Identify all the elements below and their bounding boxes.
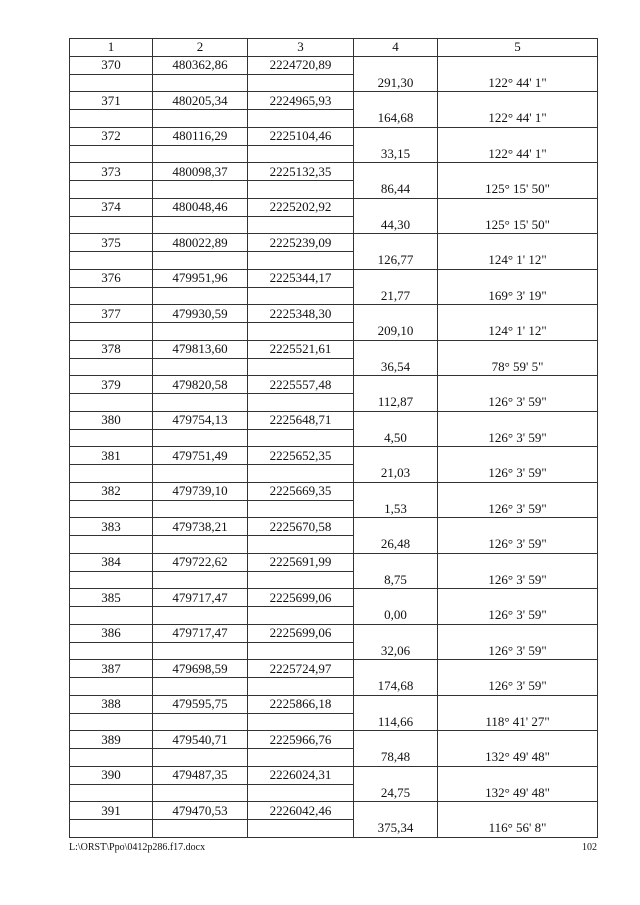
point-row (70, 234, 598, 252)
empty-cell (438, 340, 598, 358)
point-row (70, 127, 598, 145)
x-coordinate-cell: 479470,53 (153, 802, 248, 820)
empty-cell (354, 518, 438, 536)
empty-cell (438, 553, 598, 571)
segment-row (70, 74, 598, 92)
empty-cell (438, 376, 598, 394)
empty-cell (153, 110, 248, 128)
y-coordinate-cell: 2225670,58 (248, 518, 354, 536)
x-coordinate-cell: 479722,62 (153, 553, 248, 571)
x-coordinate-cell: 479751,49 (153, 447, 248, 465)
point-number-cell: 384 (70, 553, 153, 571)
angle-cell: 126° 3' 59" (438, 642, 598, 660)
empty-cell (248, 500, 354, 518)
empty-cell (438, 766, 598, 784)
coordinates-table (69, 38, 598, 838)
y-coordinate-cell: 2225966,76 (248, 731, 354, 749)
empty-cell (354, 589, 438, 607)
point-number-cell: 382 (70, 482, 153, 500)
empty-cell (248, 181, 354, 199)
segment-row (70, 642, 598, 660)
segment-row (70, 358, 598, 376)
empty-cell (70, 287, 153, 305)
point-row (70, 802, 598, 820)
distance-cell: 375,34 (354, 820, 438, 838)
distance-cell: 21,77 (354, 287, 438, 305)
y-coordinate-cell: 2225104,46 (248, 127, 354, 145)
empty-cell (438, 482, 598, 500)
x-coordinate-cell: 479951,96 (153, 269, 248, 287)
point-row (70, 766, 598, 784)
x-coordinate-cell: 479487,35 (153, 766, 248, 784)
empty-cell (153, 323, 248, 341)
empty-cell (248, 145, 354, 163)
empty-cell (248, 429, 354, 447)
angle-cell: 122° 44' 1" (438, 110, 598, 128)
angle-cell: 126° 3' 59" (438, 394, 598, 412)
empty-cell (354, 376, 438, 394)
footer-file-path: L:\ORST\Ppo\0412p286.f17.docx (69, 842, 206, 853)
empty-cell (70, 571, 153, 589)
empty-cell (438, 269, 598, 287)
empty-cell (70, 394, 153, 412)
empty-cell (70, 181, 153, 199)
distance-cell: 174,68 (354, 678, 438, 696)
empty-cell (438, 660, 598, 678)
empty-cell (354, 660, 438, 678)
point-number-cell: 371 (70, 92, 153, 110)
y-coordinate-cell: 2225724,97 (248, 660, 354, 678)
point-number-cell: 381 (70, 447, 153, 465)
empty-cell (354, 695, 438, 713)
segment-row (70, 323, 598, 341)
point-number-cell: 380 (70, 411, 153, 429)
segment-row (70, 216, 598, 234)
empty-cell (354, 305, 438, 323)
empty-cell (70, 110, 153, 128)
y-coordinate-cell: 2226042,46 (248, 802, 354, 820)
distance-cell: 114,66 (354, 713, 438, 731)
x-coordinate-cell: 479540,71 (153, 731, 248, 749)
segment-row (70, 465, 598, 483)
empty-cell (438, 731, 598, 749)
distance-cell: 33,15 (354, 145, 438, 163)
segment-row (70, 536, 598, 554)
empty-cell (248, 287, 354, 305)
empty-cell (153, 678, 248, 696)
segment-row (70, 571, 598, 589)
x-coordinate-cell: 480205,34 (153, 92, 248, 110)
empty-cell (153, 465, 248, 483)
header-cell-5: 5 (438, 39, 598, 57)
distance-cell: 164,68 (354, 110, 438, 128)
y-coordinate-cell: 2225557,48 (248, 376, 354, 394)
segment-row (70, 394, 598, 412)
empty-cell (354, 198, 438, 216)
distance-cell: 24,75 (354, 784, 438, 802)
empty-cell (438, 695, 598, 713)
segment-row (70, 784, 598, 802)
header-cell-2: 2 (153, 39, 248, 57)
segment-row (70, 678, 598, 696)
angle-cell: 124° 1' 12" (438, 252, 598, 270)
distance-cell: 44,30 (354, 216, 438, 234)
point-row (70, 305, 598, 323)
point-number-cell: 387 (70, 660, 153, 678)
empty-cell (153, 642, 248, 660)
empty-cell (354, 802, 438, 820)
empty-cell (354, 269, 438, 287)
footer-page-number: 102 (582, 842, 597, 853)
empty-cell (438, 411, 598, 429)
point-row (70, 92, 598, 110)
empty-cell (153, 571, 248, 589)
empty-cell (70, 252, 153, 270)
x-coordinate-cell: 479717,47 (153, 589, 248, 607)
empty-cell (438, 234, 598, 252)
point-row (70, 376, 598, 394)
empty-cell (70, 749, 153, 767)
empty-cell (248, 394, 354, 412)
empty-cell (153, 74, 248, 92)
empty-cell (70, 713, 153, 731)
y-coordinate-cell: 2225239,09 (248, 234, 354, 252)
empty-cell (438, 163, 598, 181)
empty-cell (438, 127, 598, 145)
point-row (70, 269, 598, 287)
empty-cell (153, 216, 248, 234)
point-number-cell: 378 (70, 340, 153, 358)
x-coordinate-cell: 480022,89 (153, 234, 248, 252)
distance-cell: 8,75 (354, 571, 438, 589)
point-row (70, 624, 598, 642)
angle-cell: 124° 1' 12" (438, 323, 598, 341)
empty-cell (153, 358, 248, 376)
segment-row (70, 429, 598, 447)
angle-cell: 118° 41' 27" (438, 713, 598, 731)
point-number-cell: 390 (70, 766, 153, 784)
point-number-cell: 373 (70, 163, 153, 181)
empty-cell (70, 465, 153, 483)
empty-cell (354, 340, 438, 358)
point-number-cell: 376 (70, 269, 153, 287)
angle-cell: 126° 3' 59" (438, 536, 598, 554)
empty-cell (354, 624, 438, 642)
empty-cell (248, 252, 354, 270)
segment-row (70, 181, 598, 199)
empty-cell (354, 163, 438, 181)
point-row (70, 518, 598, 536)
empty-cell (153, 429, 248, 447)
point-number-cell: 372 (70, 127, 153, 145)
empty-cell (153, 500, 248, 518)
segment-row (70, 820, 598, 838)
point-row (70, 553, 598, 571)
empty-cell (248, 74, 354, 92)
empty-cell (70, 500, 153, 518)
point-number-cell: 391 (70, 802, 153, 820)
point-number-cell: 377 (70, 305, 153, 323)
empty-cell (70, 358, 153, 376)
empty-cell (438, 92, 598, 110)
segment-row (70, 287, 598, 305)
angle-cell: 126° 3' 59" (438, 465, 598, 483)
point-number-cell: 386 (70, 624, 153, 642)
empty-cell (248, 749, 354, 767)
empty-cell (248, 216, 354, 234)
angle-cell: 116° 56' 8" (438, 820, 598, 838)
point-row (70, 731, 598, 749)
empty-cell (354, 92, 438, 110)
empty-cell (354, 766, 438, 784)
point-number-cell: 388 (70, 695, 153, 713)
segment-row (70, 749, 598, 767)
empty-cell (354, 234, 438, 252)
empty-cell (153, 784, 248, 802)
angle-cell: 132° 49' 48" (438, 784, 598, 802)
angle-cell: 125° 15' 50" (438, 216, 598, 234)
empty-cell (70, 784, 153, 802)
y-coordinate-cell: 2225691,99 (248, 553, 354, 571)
y-coordinate-cell: 2225648,71 (248, 411, 354, 429)
empty-cell (354, 731, 438, 749)
distance-cell: 26,48 (354, 536, 438, 554)
empty-cell (354, 482, 438, 500)
empty-cell (153, 607, 248, 625)
empty-cell (354, 447, 438, 465)
x-coordinate-cell: 480098,37 (153, 163, 248, 181)
empty-cell (153, 713, 248, 731)
distance-cell: 32,06 (354, 642, 438, 660)
empty-cell (248, 642, 354, 660)
empty-cell (354, 553, 438, 571)
empty-cell (438, 802, 598, 820)
empty-cell (70, 74, 153, 92)
empty-cell (248, 713, 354, 731)
empty-cell (153, 394, 248, 412)
empty-cell (70, 145, 153, 163)
y-coordinate-cell: 2225866,18 (248, 695, 354, 713)
distance-cell: 86,44 (354, 181, 438, 199)
y-coordinate-cell: 2225669,35 (248, 482, 354, 500)
empty-cell (438, 198, 598, 216)
y-coordinate-cell: 2225202,92 (248, 198, 354, 216)
header-cell-4: 4 (354, 39, 438, 57)
point-number-cell: 385 (70, 589, 153, 607)
empty-cell (70, 678, 153, 696)
distance-cell: 1,53 (354, 500, 438, 518)
empty-cell (354, 411, 438, 429)
distance-cell: 0,00 (354, 607, 438, 625)
distance-cell: 209,10 (354, 323, 438, 341)
empty-cell (153, 287, 248, 305)
empty-cell (248, 358, 354, 376)
segment-row (70, 607, 598, 625)
empty-cell (248, 607, 354, 625)
empty-cell (248, 820, 354, 838)
segment-row (70, 500, 598, 518)
header-row (70, 39, 598, 57)
empty-cell (153, 536, 248, 554)
empty-cell (153, 252, 248, 270)
empty-cell (70, 429, 153, 447)
x-coordinate-cell: 479754,13 (153, 411, 248, 429)
angle-cell: 132° 49' 48" (438, 749, 598, 767)
empty-cell (354, 56, 438, 74)
empty-cell (70, 607, 153, 625)
empty-cell (70, 536, 153, 554)
x-coordinate-cell: 479717,47 (153, 624, 248, 642)
point-row (70, 589, 598, 607)
x-coordinate-cell: 479698,59 (153, 660, 248, 678)
y-coordinate-cell: 2224965,93 (248, 92, 354, 110)
empty-cell (70, 323, 153, 341)
x-coordinate-cell: 479595,75 (153, 695, 248, 713)
empty-cell (438, 518, 598, 536)
header-cell-3: 3 (248, 39, 354, 57)
empty-cell (248, 465, 354, 483)
y-coordinate-cell: 2225652,35 (248, 447, 354, 465)
empty-cell (354, 127, 438, 145)
distance-cell: 291,30 (354, 74, 438, 92)
angle-cell: 78° 59' 5" (438, 358, 598, 376)
header-cell-1: 1 (70, 39, 153, 57)
angle-cell: 125° 15' 50" (438, 181, 598, 199)
angle-cell: 122° 44' 1" (438, 74, 598, 92)
x-coordinate-cell: 479813,60 (153, 340, 248, 358)
segment-row (70, 713, 598, 731)
point-number-cell: 383 (70, 518, 153, 536)
angle-cell: 126° 3' 59" (438, 571, 598, 589)
x-coordinate-cell: 479820,58 (153, 376, 248, 394)
y-coordinate-cell: 2225699,06 (248, 589, 354, 607)
y-coordinate-cell: 2224720,89 (248, 56, 354, 74)
distance-cell: 126,77 (354, 252, 438, 270)
point-row (70, 695, 598, 713)
point-row (70, 163, 598, 181)
point-row (70, 198, 598, 216)
y-coordinate-cell: 2225521,61 (248, 340, 354, 358)
angle-cell: 126° 3' 59" (438, 500, 598, 518)
point-row (70, 340, 598, 358)
angle-cell: 126° 3' 59" (438, 678, 598, 696)
empty-cell (438, 624, 598, 642)
segment-row (70, 110, 598, 128)
y-coordinate-cell: 2225132,35 (248, 163, 354, 181)
distance-cell: 21,03 (354, 465, 438, 483)
empty-cell (153, 749, 248, 767)
point-row (70, 482, 598, 500)
empty-cell (153, 181, 248, 199)
empty-cell (438, 305, 598, 323)
point-row (70, 447, 598, 465)
angle-cell: 169° 3' 19" (438, 287, 598, 305)
point-number-cell: 375 (70, 234, 153, 252)
angle-cell: 126° 3' 59" (438, 429, 598, 447)
empty-cell (248, 536, 354, 554)
point-number-cell: 370 (70, 56, 153, 74)
distance-cell: 112,87 (354, 394, 438, 412)
empty-cell (153, 145, 248, 163)
distance-cell: 4,50 (354, 429, 438, 447)
y-coordinate-cell: 2225699,06 (248, 624, 354, 642)
y-coordinate-cell: 2226024,31 (248, 766, 354, 784)
empty-cell (153, 820, 248, 838)
point-row (70, 56, 598, 74)
empty-cell (438, 447, 598, 465)
empty-cell (70, 642, 153, 660)
y-coordinate-cell: 2225348,30 (248, 305, 354, 323)
point-row (70, 660, 598, 678)
segment-row (70, 145, 598, 163)
point-row (70, 411, 598, 429)
x-coordinate-cell: 480048,46 (153, 198, 248, 216)
empty-cell (70, 820, 153, 838)
segment-row (70, 252, 598, 270)
empty-cell (438, 56, 598, 74)
angle-cell: 122° 44' 1" (438, 145, 598, 163)
x-coordinate-cell: 480362,86 (153, 56, 248, 74)
y-coordinate-cell: 2225344,17 (248, 269, 354, 287)
x-coordinate-cell: 479738,21 (153, 518, 248, 536)
empty-cell (438, 589, 598, 607)
point-number-cell: 379 (70, 376, 153, 394)
angle-cell: 126° 3' 59" (438, 607, 598, 625)
empty-cell (248, 678, 354, 696)
point-number-cell: 374 (70, 198, 153, 216)
empty-cell (248, 110, 354, 128)
empty-cell (248, 571, 354, 589)
x-coordinate-cell: 479739,10 (153, 482, 248, 500)
empty-cell (248, 323, 354, 341)
x-coordinate-cell: 480116,29 (153, 127, 248, 145)
empty-cell (70, 216, 153, 234)
x-coordinate-cell: 479930,59 (153, 305, 248, 323)
point-number-cell: 389 (70, 731, 153, 749)
distance-cell: 36,54 (354, 358, 438, 376)
distance-cell: 78,48 (354, 749, 438, 767)
empty-cell (248, 784, 354, 802)
